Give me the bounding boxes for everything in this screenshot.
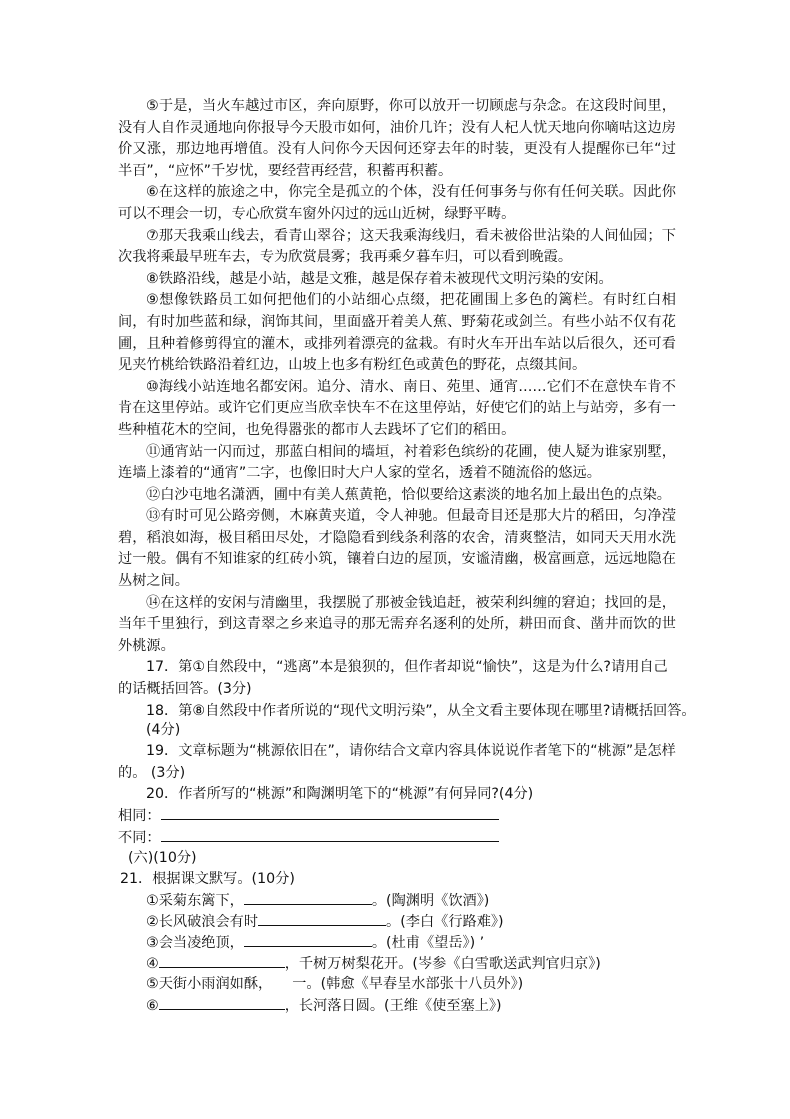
- question-17: 17．第①自然段中，“逃离”本是狼狈的，但作者却说“愉快”，这是为什么?请用自己的话概括回答。(3分): [118, 659, 668, 698]
- poem-5-pre: ⑤天街小雨润如酥，: [146, 976, 273, 992]
- poem-3-post: 。(杜甫《望岳》) ’: [371, 935, 485, 951]
- poem-line-5: [146, 974, 523, 996]
- paragraph-7: ⑦那天我乘山线去，看青山翠谷；这天我乘海线归，看未被俗世沾染的人间仙园；下次我将乘最早班车去，专为欣赏晨雾；我再乘夕暮车归，可以看到晚霞。: [118, 227, 676, 266]
- poem-line-2: [146, 911, 504, 934]
- passage: [118, 96, 696, 722]
- paragraph-9: ⑨想像铁路员工如何把他们的小站细心点缀，把花圃围上多色的篱栏。有时红白相间，有时加些蓝和绿，润饰其间，里面盛开着美人蕉、野菊花或剑兰。有些小站不仅有花圃，且种着修剪得宜的灌木，或排列着漂亮的盆栽。有时火车开出车站以后很久，还可看见夹竹桃给铁路沿着红边，山坡上也多有粉红色或黄色的野花，点缀其间。: [118, 292, 676, 374]
- poem-1-post: 。(陶渊明《饮酒》): [371, 893, 490, 909]
- paragraph-8: ⑧铁路沿线，越是小站，越是文雅，越是保存着未被现代文明污染的安闲。: [146, 270, 613, 287]
- poem-2-post: 。(李白《行路难》): [386, 914, 504, 930]
- poem-5-post: 一。(韩愈《早春呈水部张十八员外》): [292, 976, 524, 992]
- question-19-block: [118, 741, 676, 806]
- poem-3-blank[interactable]: [244, 932, 372, 947]
- poem-4-blank[interactable]: [159, 953, 285, 968]
- poem-4-post: ，千树万树梨花开。(岑参《白雪歌送武判官归京》): [284, 956, 601, 972]
- poem-1-pre: ①采菊东篱下，: [146, 893, 244, 909]
- answer-diff-blank[interactable]: [161, 827, 499, 842]
- poem-6-pre: ⑥: [146, 998, 159, 1014]
- poem-line-3: [146, 932, 484, 955]
- poem-4-pre: ④: [146, 956, 159, 972]
- answer-diff-row: [118, 827, 499, 850]
- poem-6-post: ，长河落日圆。(王维《使至塞上》): [284, 998, 502, 1014]
- question-19: 19．文章标题为“桃源依旧在”，请你结合文章内容具体说说作者笔下的“桃源”是怎样的。 (3分): [118, 743, 676, 781]
- paragraph-6: ⑥在这样的旅途之中，你完全是孤立的个体，没有任何事务与你有任何关联。因此你可以不理会一切，专心欣赏车窗外闪过的远山近树，绿野平畴。: [118, 184, 676, 222]
- poem-3-pre: ③会当凌绝顶，: [146, 935, 244, 951]
- answer-diff-label: 不同：: [118, 830, 161, 846]
- section-6-heading: (六)(10分): [128, 850, 197, 866]
- paragraph-12: ⑫白沙屯地名潇洒，圃中有美人蕉黄艳，恰似要给这素淡的地名加上最出色的点染。: [146, 486, 671, 503]
- answer-same-label: 相同：: [118, 808, 161, 824]
- answer-same-row: [118, 805, 499, 828]
- poem-line-1: [146, 890, 489, 913]
- question-18-score: (4分): [146, 722, 181, 738]
- paragraph-13: ⑬有时可见公路旁侧，木麻黄夹道，令人神驰。但最奇目还是那大片的稻田，匀净滢碧，稻浪如海，极目稻田尽处，才隐隐看到线条利落的农舍，清爽整洁，如同天天用水洗过一般。偶有不知谁家的红砖小筑，镶着白边的屋顶，安谧清幽，极富画意，远远地隐在丛树之间。: [118, 508, 676, 590]
- paragraph-10: ⑩海线小站连地名都安闲。追分、清水、南日、苑里、通宵……它们不在意快车肯不肯在这里停站。或许它们更应当欣幸快车不在这里停站，好使它们的站上与站旁，多有一些种植花木的空间，也免得嚣张的都市人去践坏了它们的稻田。: [118, 378, 676, 438]
- poem-line-6: [146, 995, 502, 1018]
- question-21: 21．根据课文默写。(10分): [120, 871, 295, 887]
- paragraph-11: ⑪通宵站一闪而过，那蓝白相间的墙垣，衬着彩色缤纷的花圃，使人疑为谁家别墅，连墙上漆着的“通宵”二字，也像旧时大户人家的堂名，透着不随流俗的悠远。: [118, 443, 676, 482]
- poem-2-pre: ②长风破浪会有时: [146, 914, 259, 930]
- poem-line-4: [146, 953, 601, 976]
- poem-6-blank[interactable]: [159, 995, 285, 1010]
- question-18: 18．第⑧自然段中作者所说的“现代文明污染”，从全文看主要体现在哪里?请概括回答。: [146, 702, 696, 719]
- question-20: 20．作者所写的“桃源”和陶渊明笔下的“桃源”有何异同?(4分): [146, 786, 534, 803]
- paragraph-14: ⑭在这样的安闲与清幽里，我摆脱了那被金钱追赶，被荣利纠缠的窘迫；找回的是，当年千里独行，到这青翠之乡来追寻的那无需弃名逐利的处所，耕田而食、凿井而饮的世外桃源。: [118, 594, 676, 654]
- answer-same-blank[interactable]: [161, 805, 499, 820]
- paragraph-5: ⑤于是，当火车越过市区，奔向原野，你可以放开一切顾虑与杂念。在这段时间里，没有人自作灵通地向你报导今天股市如何，油价几许；没有人杞人忧天地向你嘀咕这边房价又涨，那边地再增值。没有人问你今天因何还穿去年的时装，更没有人提醒你已年“过半百”，“应怀”千岁忧，要经营再经营，积蓄再积蓄。: [118, 98, 676, 179]
- poem-2-blank[interactable]: [258, 911, 386, 926]
- poem-1-blank[interactable]: [244, 890, 372, 905]
